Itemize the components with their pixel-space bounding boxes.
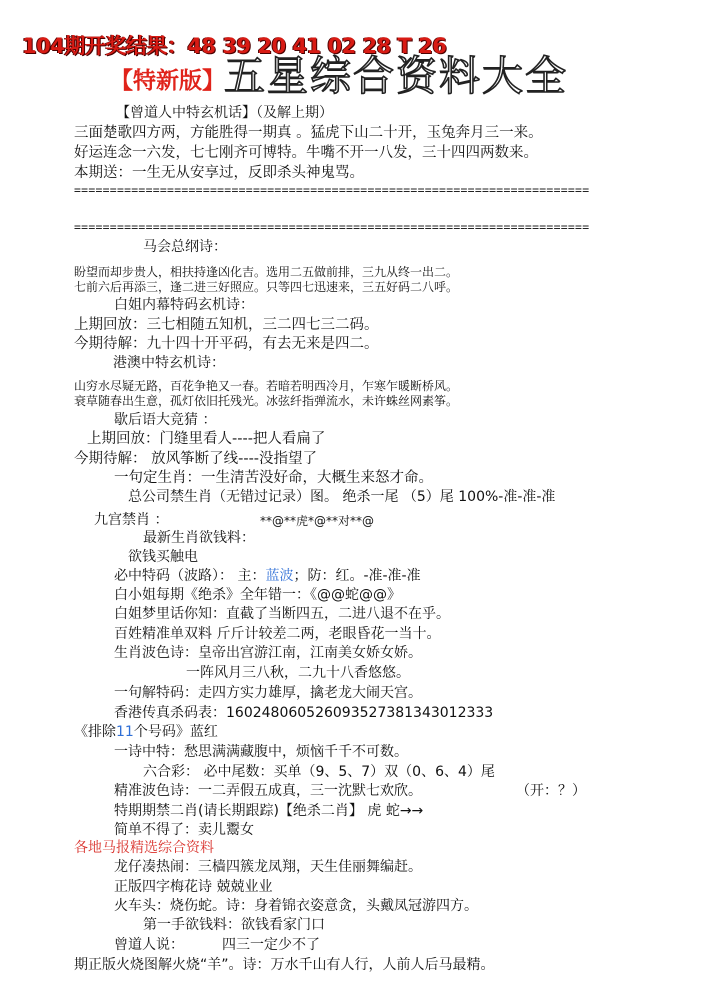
zengdao-value: 四三一定少不了 <box>222 937 320 953</box>
today-line: 今期待解： 放风筝断了线----没指望了 <box>74 451 318 467</box>
yishi-line: 一诗中特：愁思满满藏腹中，烦恼千千不可数。 <box>114 744 408 760</box>
poem-line: 本期送：一生无从安享过，反即杀头神鬼骂。 <box>74 165 364 181</box>
paichu-rest: 个号码》蓝红 <box>133 724 218 740</box>
draw-results-headline: 104期开奖结果：48 39 20 41 02 28 T 26 <box>22 34 447 58</box>
page-title: 五星综合资料大全 <box>224 52 568 100</box>
huoche-line: 火车头：烧伤蛇。诗：身着锦衣姿意贪，头戴凤冠游四方。 <box>114 898 478 914</box>
paichu-number: 11 <box>116 724 134 740</box>
separator: ======================================================================== <box>74 183 590 197</box>
bizhong-line <box>114 569 421 583</box>
edition-tag: 【特新版】 <box>110 68 225 94</box>
paichu-line <box>74 725 218 739</box>
poem-line: 衰草随春出生意，孤灯依旧托残光。冰弦纤指弹流水，未许蛛丝网素筝。 <box>74 394 459 408</box>
jiugong-label: 九宫禁肖 ： <box>94 512 169 528</box>
xianggang-line: 香港传真杀码表：160248060526093527381343012333 <box>114 705 494 721</box>
zodiac-line: 一句定生肖：一生清苦没好命，大概生来怒才命。 <box>114 470 433 486</box>
poem-line: 山穷水尽疑无路，百花争艳又一春。若暗若明西冷月，乍寒乍暖断桥风。 <box>74 379 459 393</box>
jiandan-line: 简单不得了：卖儿鬻女 <box>114 822 254 838</box>
zhengban-line: 正版四字梅花诗 兢兢业业 <box>114 879 273 895</box>
teda-line: 特期期禁二肖(请长期跟踪)【绝杀二肖】 虎 蛇→→ <box>114 803 424 819</box>
bose-line: 生肖波色诗：皇帝出宫游江南，江南美女娇女娇。 <box>114 645 422 661</box>
riddle-line: 欲钱买触电 <box>128 549 198 565</box>
poem-line: 三面楚歌四方两，方能胜得一期真 。猛虎下山二十开，玉兔奔月三一来。 <box>74 125 543 141</box>
longzai-line: 龙仔凑热闹：三樯四簇龙凤翔，天生佳丽舞编赶。 <box>114 859 422 875</box>
section-heading-zengdaoren: 【曾道人中特玄机话】（及解上期） <box>116 105 333 121</box>
yiju-jie-line: 一句解特码：走四方实力雄厚，擒老龙大闹天宫。 <box>114 685 422 701</box>
poem-line: 七前六后再添三，逢二进三好照应。只等四七迅速来，三五好码二八呼。 <box>74 280 459 294</box>
diyi-line: 第一手欲钱料：欲钱看家门口 <box>143 917 325 933</box>
section-heading-xiehouyu: 歇后语大竞猜 ： <box>114 412 217 428</box>
huoshao-line: 期正版火烧图解火烧“羊”。诗：万水千山有人行，人前人后马最精。 <box>74 957 495 973</box>
baixing-line: 百姓精准单双料 斤斤计较差二两，老眼昏花一当十。 <box>114 626 441 642</box>
forbidden-zodiac-line: 总公司禁生肖（无错过记录）图。 绝杀一尾 （5）尾 100%-准-准-准 <box>128 489 556 505</box>
bose-line-2: 一阵风月三八秋，二九十八香悠悠。 <box>186 665 410 681</box>
section-heading-zuixin: 最新生肖欲钱料： <box>143 530 255 546</box>
zengdao-label: 曾道人说： <box>114 937 184 953</box>
recall-line: 上期回放：门缝里看人----把人看扁了 <box>87 431 326 447</box>
bizhong-main-color: 蓝波 <box>265 568 294 584</box>
xiaojie-line: 白小姐每期《绝杀》全年错一：《@@蛇@@》 <box>114 587 401 603</box>
liuhe-line: 六合彩： 必中尾数：买单（9、5、7）双（0、6、4）尾 <box>143 764 495 780</box>
baijie-dream-line: 白姐梦里话你知：直截了当断四五，二进八退不在乎。 <box>114 606 450 622</box>
bizhong-rest: ；防：红。-准-准-准 <box>293 568 421 584</box>
kai-note: （开：？） <box>516 783 586 799</box>
bizhong-label: 必中特码（波路）： 主： <box>114 568 266 584</box>
separator: ======================================================================== <box>74 220 590 234</box>
poem-line: 盼望而却步贵人，相扶持逢凶化吉。选用二五做前排，三九从终一出二。 <box>74 265 459 279</box>
recall-line: 上期回放：三七相随五知机，三二四七三二码。 <box>74 317 379 333</box>
section-heading-horse: 马会总纲诗： <box>143 239 227 255</box>
paichu-label: 《排除 <box>74 724 116 740</box>
jiugong-value: **@**虎*@**对**@ <box>260 514 375 528</box>
jingzhun-line: 精准波色诗：一二弄假五成真，三一沈默七欢欣。 <box>114 783 422 799</box>
section-heading-regional: 各地马报精选综合资料 <box>74 840 214 856</box>
section-heading-gangao: 港澳中特玄机诗： <box>113 355 225 371</box>
poem-line: 好运连念一六发，七七刚齐可博特。牛嘴不开一八发，三十四四两数来。 <box>74 145 538 161</box>
section-heading-baijie: 白姐内幕特码玄机诗： <box>114 297 254 313</box>
today-line: 今期待解：九十四十开平码，有去无来是四二。 <box>74 336 379 352</box>
